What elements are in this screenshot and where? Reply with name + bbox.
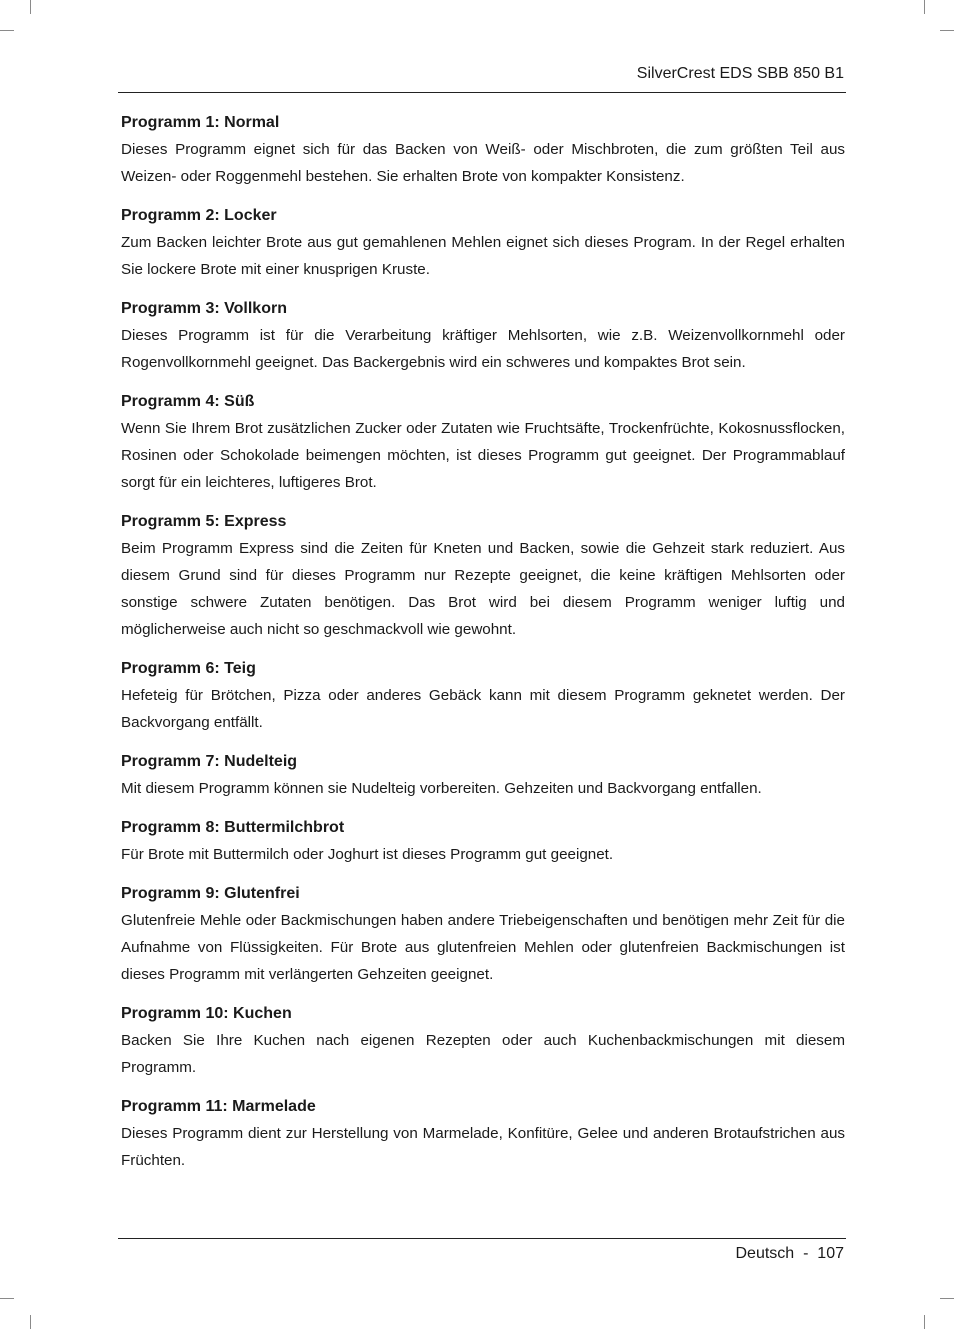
crop-mark <box>940 1298 954 1299</box>
program-section-7 <box>121 749 845 802</box>
program-section-3 <box>121 296 845 376</box>
program-description: Dieses Programm dient zur Herstellung von Marmelade, Konfitüre, Gelee und anderen Brotaufstrichen aus Früchten. <box>121 1125 845 1169</box>
program-description: Glutenfreie Mehle oder Backmischungen haben andere Triebeigenschaften und benötigen mehr Zeit für die Aufnahme von Flüssigkeiten. Für Brote aus glutenfreien Mehlen oder glutenfreien Backmischungen ist dieses Programm mit verlängerten Gehzeiten geeignet. <box>121 912 845 983</box>
program-heading: Programm 3: Vollkorn <box>121 300 287 317</box>
program-heading: Programm 5: Express <box>121 513 287 530</box>
program-section-4 <box>121 389 845 496</box>
program-section-2 <box>121 203 845 283</box>
crop-mark <box>924 1315 925 1329</box>
program-section-1 <box>121 110 845 190</box>
crop-mark <box>924 0 925 14</box>
program-description: Wenn Sie Ihrem Brot zusätzlichen Zucker oder Zutaten wie Fruchtsäfte, Trockenfrüchte, Kokosnussflocken, Rosinen oder Schokolade beimengen möchten, ist dieses Programm gut geeignet. Der Programmablauf sorgt für ein leichteres, luftigeres Brot. <box>121 420 845 491</box>
program-list <box>121 110 845 1187</box>
program-heading: Programm 4: Süß <box>121 393 255 410</box>
crop-mark <box>30 1315 31 1329</box>
program-description: Dieses Programm ist für die Verarbeitung kräftiger Mehlsorten, wie z.B. Weizenvollkornmehl oder Rogenvollkornmehl geeignet. Das Backergebnis wird ein schweres und kompaktes Brot sein. <box>121 327 845 371</box>
program-section-9 <box>121 881 845 988</box>
crop-mark <box>0 30 14 31</box>
program-section-6 <box>121 656 845 736</box>
program-description: Dieses Programm eignet sich für das Backen von Weiß- oder Mischbroten, die zum größten Teil aus Weizen- oder Roggenmehl bestehen. Sie erhalten Brote von kompakter Konsistenz. <box>121 141 845 185</box>
crop-mark <box>0 1298 14 1299</box>
program-heading: Programm 9: Glutenfrei <box>121 885 300 902</box>
program-section-5 <box>121 509 845 643</box>
program-description: Für Brote mit Buttermilch oder Joghurt ist dieses Programm gut geeignet. <box>121 846 614 863</box>
program-heading: Programm 6: Teig <box>121 660 256 677</box>
program-description: Hefeteig für Brötchen, Pizza oder anderes Gebäck kann mit diesem Programm geknetet werden. Der Backvorgang entfällt. <box>121 687 845 731</box>
page-number: Deutsch - 107 <box>735 1245 844 1262</box>
crop-mark <box>30 0 31 14</box>
program-description: Zum Backen leichter Brote aus gut gemahlenen Mehlen eignet sich dieses Program. In der Regel erhalten Sie lockere Brote mit einer knusprigen Kruste. <box>121 234 845 278</box>
program-heading: Programm 2: Locker <box>121 207 277 224</box>
page-header <box>118 58 846 93</box>
header-title: SilverCrest EDS SBB 850 B1 <box>636 65 844 82</box>
program-section-10 <box>121 1001 845 1081</box>
program-description: Beim Programm Express sind die Zeiten für Kneten und Backen, sowie die Gehzeit stark reduziert. Aus diesem Grund sind für dieses Programm nur Rezepte geeignet, die keine kräftigen Mehlsorten oder sonstige schwere Zutaten benötigen. Das Brot wird bei diesem Programm weniger luftig und möglicherweise auch nicht so geschmackvoll wie gewohnt. <box>121 540 845 638</box>
program-heading: Programm 11: Marmelade <box>121 1098 316 1115</box>
crop-mark <box>940 30 954 31</box>
page-footer <box>118 1238 846 1262</box>
program-description: Mit diesem Programm können sie Nudelteig vorbereiten. Gehzeiten und Backvorgang entfallen. <box>121 780 762 797</box>
program-heading: Programm 10: Kuchen <box>121 1005 292 1022</box>
program-heading: Programm 7: Nudelteig <box>121 753 298 770</box>
program-heading: Programm 8: Buttermilchbrot <box>121 819 345 836</box>
program-section-11 <box>121 1094 845 1174</box>
program-heading: Programm 1: Normal <box>121 114 280 131</box>
program-description: Backen Sie Ihre Kuchen nach eigenen Rezepten oder auch Kuchenbackmischungen mit diesem Programm. <box>121 1032 845 1076</box>
program-section-8 <box>121 815 845 868</box>
